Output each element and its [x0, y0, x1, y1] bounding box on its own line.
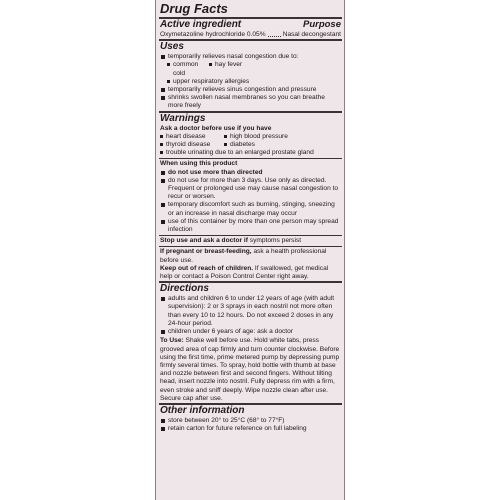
drug-facts-panel [155, 0, 345, 500]
ingredient-name: Oxymetazoline hydrochloride 0.05% [160, 31, 266, 38]
condition-item: thyroid disease [160, 141, 224, 149]
condition-item: diabetes [224, 141, 341, 149]
ingredient-line [160, 31, 341, 39]
purpose-heading: Purpose [302, 19, 341, 30]
active-ingredient-header [160, 19, 341, 31]
keep-out-line [160, 265, 341, 281]
other-information-item: retain carton for future reference on full labeling [160, 425, 341, 433]
when-using-item: use of this container by more than one person may spread infection [160, 218, 341, 234]
to-use-text: Shake well before use. Hold white tabs, press grooved area of cap firmly and turn counter clockwise. Before using the first time, prime metered pump by depressing pump firmly several times. To spray, hold bottle with thumb at base and nozzle between first and second fingers. Without tilting head, insert nozzle into nostril. Fully depress rim with a firm, even stroke and sniff deeply. Wipe nozzle clean after use. Secure cap after use. [160, 337, 340, 402]
when-using-list [160, 169, 341, 235]
to-use-paragraph [160, 337, 341, 403]
dot-leader [268, 31, 281, 37]
when-using-item: do not use more than directed [160, 169, 341, 177]
when-using-item: do not use for more than 3 days. Use only as directed. Frequent or prolonged use may cause nasal congestion to recur or worsen. [160, 177, 341, 202]
ask-doctor-heading: Ask a doctor before use if you have [160, 124, 272, 132]
other-information-heading: Other information [160, 404, 245, 416]
when-using-item: temporary discomfort such as burning, stinging, sneezing or an increase in nasal discharge may occur [160, 201, 341, 217]
stop-use-line [160, 237, 341, 245]
to-use-label: To Use: [160, 337, 184, 345]
uses-subitem: hay fever [209, 61, 341, 77]
when-using-heading: When using this product [160, 160, 238, 168]
directions-item: adults and children 6 to under 12 years of age (with adult supervision): 2 or 3 sprays in each nostril not more often than every 10 to 12 hours. Do not exceed 2 doses in any 24-hour period. [160, 295, 341, 328]
uses-item: temporarily relieves sinus congestion and pressure [160, 86, 341, 94]
divider [159, 246, 342, 247]
active-ingredient-heading: Active ingredient [160, 19, 242, 30]
pregnancy-label: If pregnant or breast-feeding, [160, 248, 252, 256]
directions-item: children under 6 years of age: ask a doctor [160, 328, 341, 336]
warnings-heading: Warnings [160, 112, 206, 124]
uses-list-continued [160, 86, 341, 111]
uses-item: temporarily relieves nasal congestion due to: [160, 53, 341, 61]
keep-out-text: If swallowed, get medical help or contact a Poison Control Center right away. [160, 264, 329, 281]
drug-facts-title: Drug Facts [160, 1, 228, 16]
uses-subitem: common cold [167, 61, 209, 77]
pregnancy-line [160, 248, 341, 264]
pregnancy-text: ask a health professional before use. [160, 248, 327, 264]
condition-item: trouble urinating due to an enlarged prostate gland [160, 149, 341, 157]
uses-subitem: upper respiratory allergies [167, 78, 341, 86]
condition-item: high blood pressure [224, 133, 341, 141]
other-information-list [160, 417, 341, 433]
stop-use-text: symptoms persist [249, 237, 302, 245]
keep-out-label: Keep out of reach of children. [160, 264, 254, 272]
directions-heading: Directions [160, 283, 209, 295]
uses-sublist [160, 61, 341, 86]
conditions-list [160, 133, 341, 158]
divider [159, 158, 342, 159]
directions-list [160, 295, 341, 336]
ingredient-purpose: Nasal decongestant [282, 31, 341, 38]
uses-list [160, 53, 341, 61]
uses-item: shrinks swollen nasal membranes so you can breathe more freely [160, 94, 341, 110]
stop-use-label: Stop use and ask a doctor if [160, 237, 248, 245]
other-information-item: store between 20° to 25°C (68° to 77°F) [160, 417, 341, 425]
uses-heading: Uses [160, 41, 184, 53]
divider [159, 235, 342, 236]
condition-item: heart disease [160, 133, 224, 141]
